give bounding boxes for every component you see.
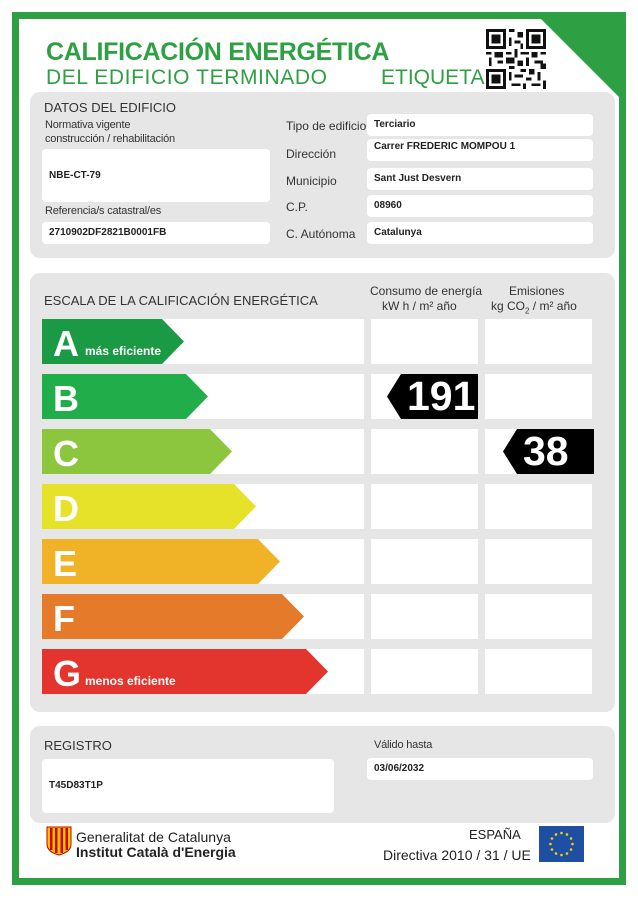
referencia-field: 2710902DF2821B0001FB [42,222,270,244]
scale-section-title: ESCALA DE LA CALIFICACIÓN ENERGÉTICA [44,293,318,308]
qr-code-icon [486,29,546,89]
org-name-line2: Institut Català d'Energia [76,844,236,860]
class-letter: C [53,433,79,474]
registry-section-title: REGISTRO [44,738,112,753]
class-sublabel: más eficiente [85,344,162,358]
registry-panel [30,726,615,823]
consumo-cell [371,649,478,694]
emisiones-rating-marker [503,429,594,474]
building-section-title: DATOS DEL EDIFICIO [44,100,176,115]
emisiones-cell [485,319,592,364]
class-letter: B [53,378,79,419]
autonoma-field: Catalunya [367,222,593,244]
class-bar-c [42,429,234,474]
consumo-rating-marker [387,374,478,419]
energy-scale-panel [30,273,615,712]
consumo-header-1: Consumo de energía [370,284,483,298]
green-corner-triangle [541,19,619,97]
class-bar-f [42,594,306,639]
consumo-rating-marker-value: 191 [407,373,476,419]
municipio-field: Sant Just Desvern [367,168,593,190]
emisiones-cell [485,539,592,584]
class-letter: E [53,543,78,584]
consumo-cell [371,539,478,584]
class-arrow-shape [42,594,304,639]
generalitat-logo-icon [46,826,72,856]
label-title-line1: CALIFICACIÓN ENERGÉTICA [46,38,390,66]
consumo-cell [371,319,478,364]
emisiones-header-2: kg $CO_2 / m^2$ año [491,299,577,316]
emisiones-rating-marker-value: 38 [523,428,569,474]
emisiones-cell [485,649,592,694]
emisiones-cell [485,594,592,639]
valido-label: Válido hasta [374,739,433,751]
consumo-cell [371,594,478,639]
class-letter: A [53,323,79,364]
building-data-panel [30,92,615,258]
registro-field: T45D83T1P [42,759,334,813]
tipo-field: Terciario [367,114,593,136]
energy-label-frame [12,12,626,885]
class-bar-e [42,539,282,584]
autonoma-label: C. Autónoma [286,227,356,241]
emisiones-cell [485,374,592,419]
class-bar-d [42,484,258,529]
tipo-label: Tipo de edificio [286,119,367,133]
consumo-header-2: kW h / m² año [382,299,457,313]
emisiones-cell [485,484,592,529]
eu-flag-icon [539,826,584,862]
cp-field: 08960 [367,195,593,217]
normativa-label-1: Normativa vigente [45,119,131,131]
class-letter: D [53,488,79,529]
municipio-label: Municipio [286,174,337,188]
valido-field: 03/06/2032 [367,758,593,780]
class-letter: G [53,653,82,694]
class-bar-a [42,319,186,364]
class-sublabel: menos eficiente [85,674,176,688]
class-letter: F [53,598,75,639]
cp-label: C.P. [286,200,308,214]
label-title-line2: DEL EDIFICIO TERMINADO [46,66,328,89]
org-name-line1: Generalitat de Catalunya [76,829,231,845]
consumo-cell [371,484,478,529]
class-bar-g [42,649,330,694]
directive-label: Directiva 2010 / 31 / UE [383,847,531,863]
class-arrow-shape [42,539,280,584]
emisiones-header-1: Emisiones [509,284,565,298]
label-type: ETIQUETA [381,66,485,89]
normativa-field: NBE-CT-79 [42,149,270,202]
country-label: ESPAÑA [469,827,521,842]
consumo-cell [371,429,478,474]
direccion-label: Dirección [286,147,337,161]
normativa-label-2: construcción / rehabilitación [45,133,175,145]
direccion-field: Carrer FREDERIC MOMPOU 1 [367,139,593,161]
class-bar-b [42,374,210,419]
referencia-label: Referencia/s catastral/es [45,205,162,217]
